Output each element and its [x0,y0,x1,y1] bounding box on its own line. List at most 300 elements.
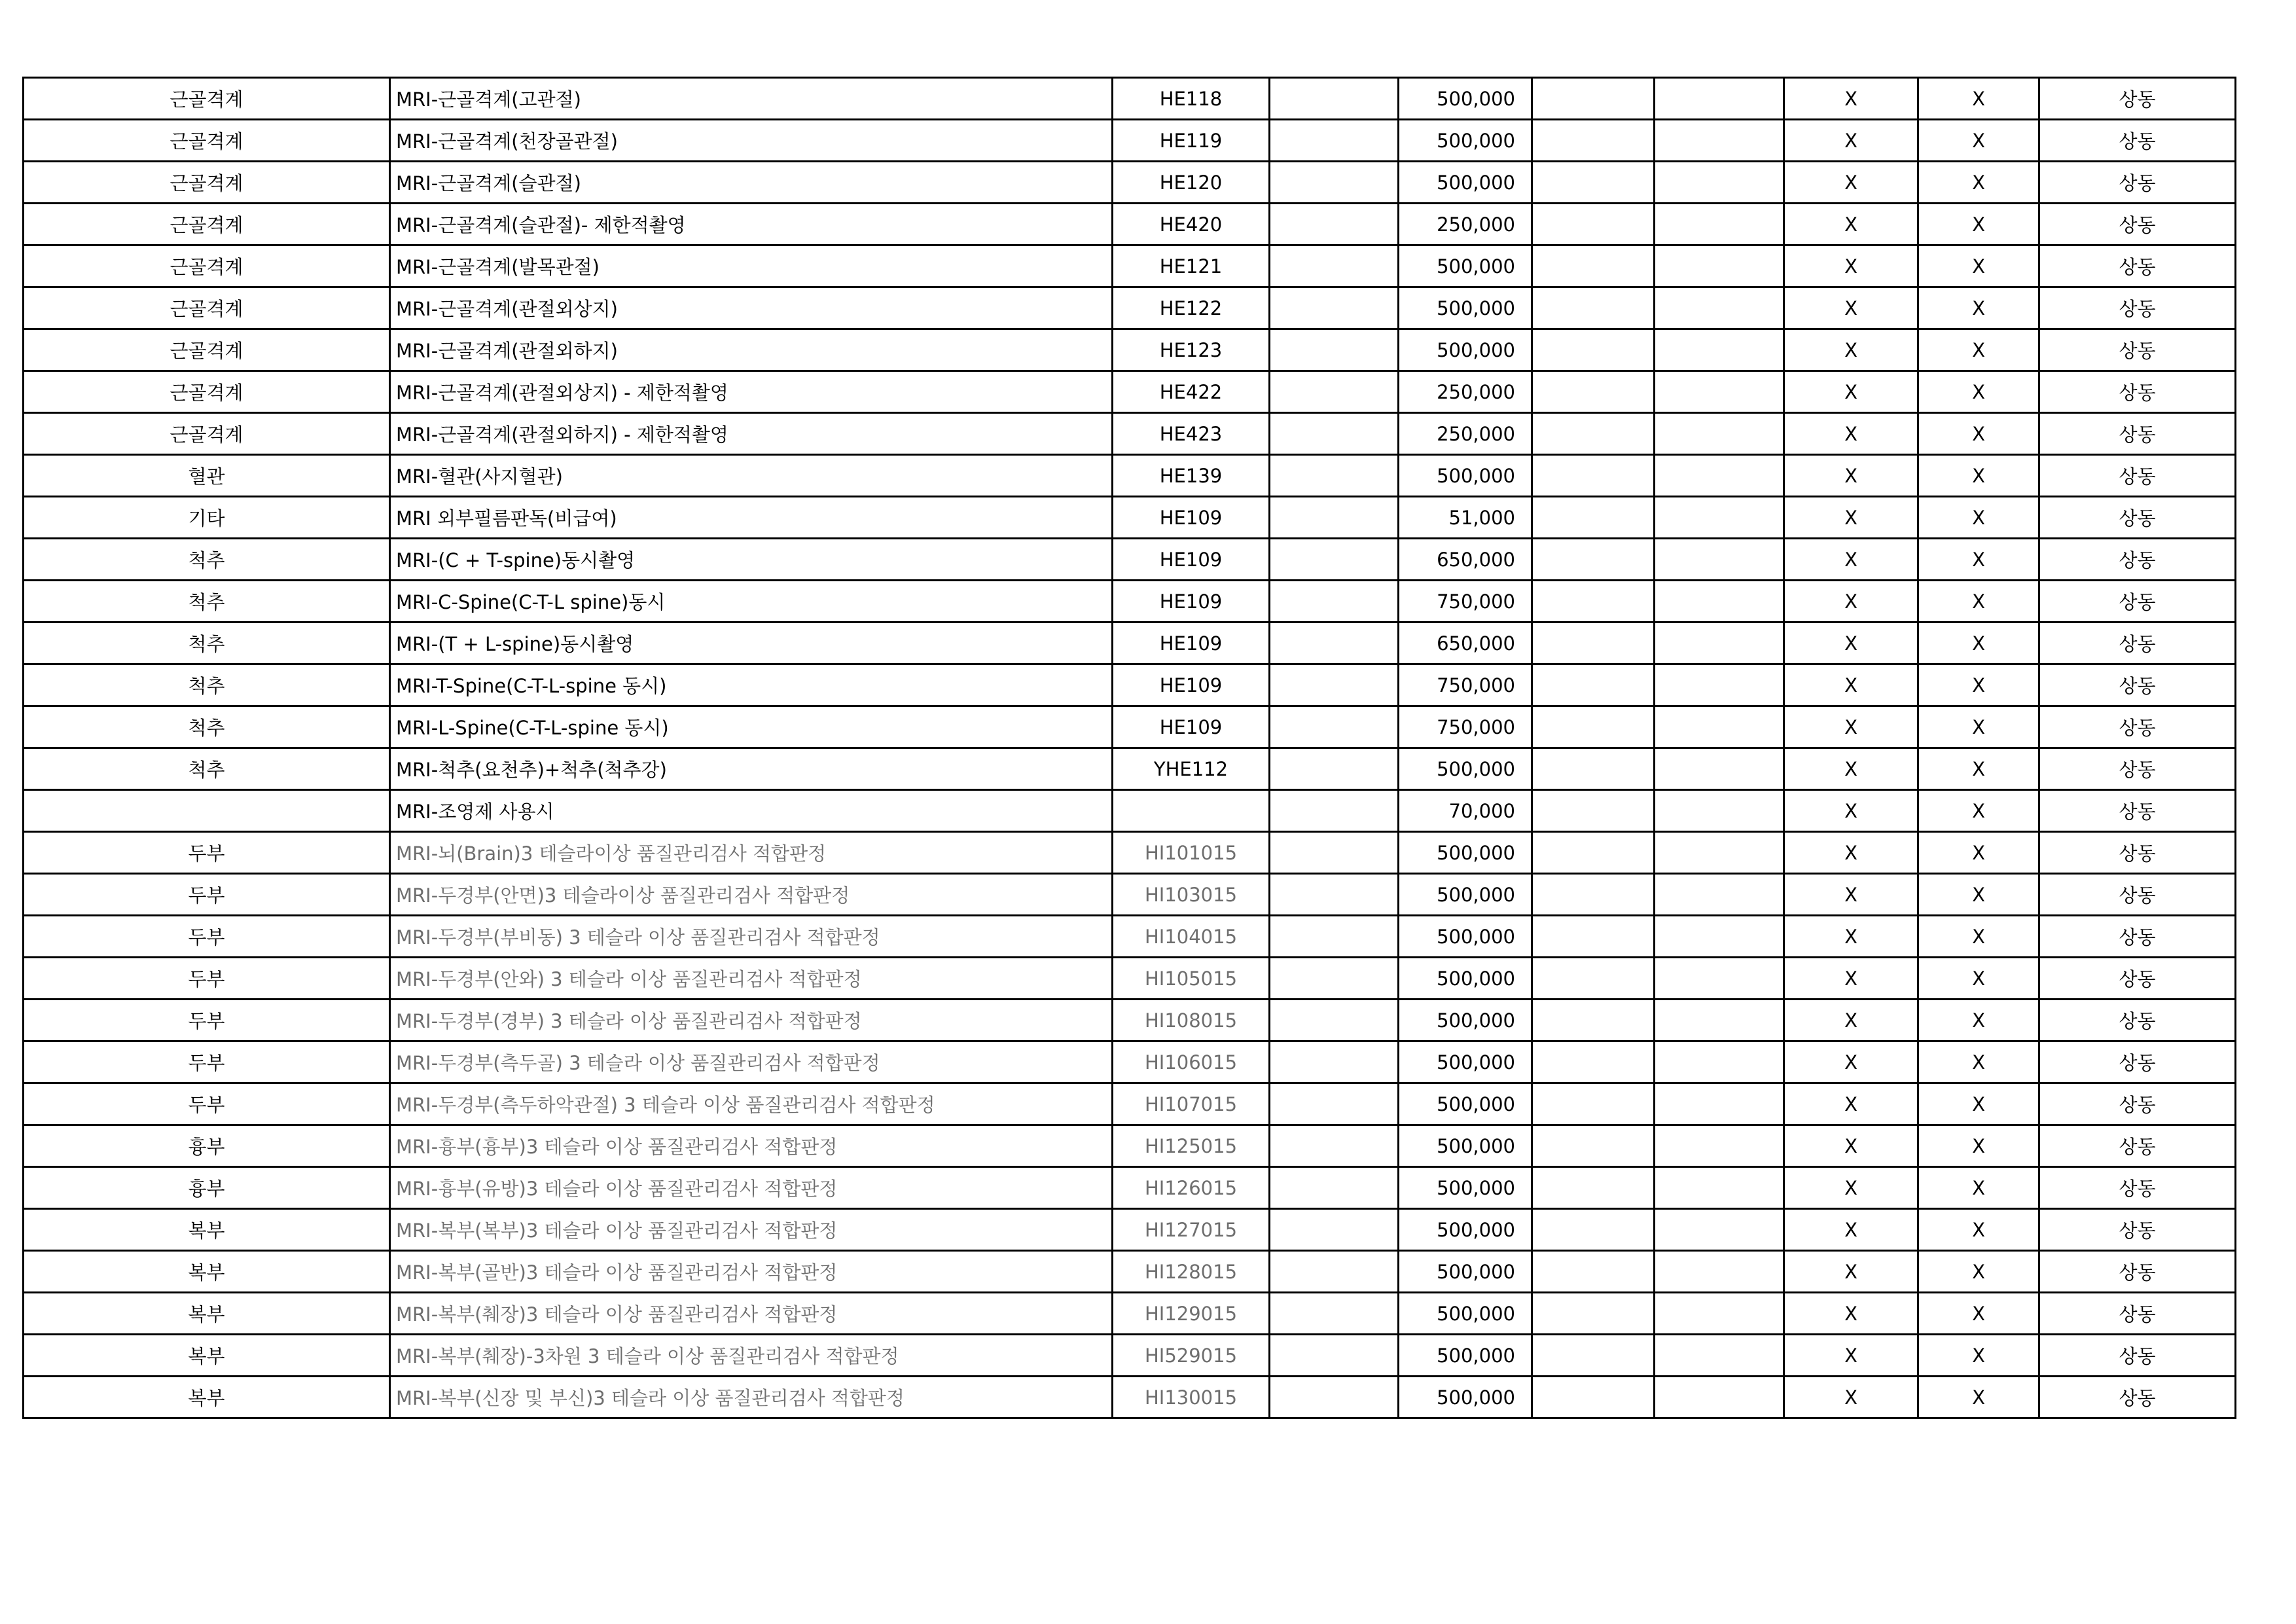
category-cell: 척추 [24,664,390,706]
empty-cell-4 [1270,958,1399,1000]
category-cell: 척추 [24,623,390,664]
mark-cell-2: X [1918,958,2039,1000]
status-cell: 상동 [2039,1167,2236,1209]
mark-cell-1: X [1784,413,1918,455]
category-cell [24,790,390,832]
empty-cell-7 [1655,664,1784,706]
code-cell: HE119 [1113,120,1270,162]
price-cell: 500,000 [1399,1335,1532,1377]
empty-cell-6 [1532,204,1655,245]
item-name-cell: MRI-흉부(유방)3 테슬라 이상 품질관리검사 적합판정 [390,1167,1113,1209]
empty-cell-6 [1532,245,1655,287]
table-row [24,1293,2236,1335]
table-row [24,497,2236,539]
table-row [24,748,2236,790]
mark-cell-2: X [1918,1000,2039,1041]
status-cell: 상동 [2039,78,2236,120]
empty-cell-6 [1532,664,1655,706]
price-cell: 500,000 [1399,874,1532,916]
empty-cell-7 [1655,1083,1784,1125]
code-cell: HE120 [1113,162,1270,204]
code-cell: HI106015 [1113,1041,1270,1083]
table-row [24,329,2236,371]
status-cell: 상동 [2039,204,2236,245]
empty-cell-7 [1655,245,1784,287]
item-name-cell: MRI-근골격계(슬관절) [390,162,1113,204]
category-cell: 근골격계 [24,413,390,455]
code-cell: HE109 [1113,497,1270,539]
empty-cell-6 [1532,120,1655,162]
status-cell: 상동 [2039,748,2236,790]
mark-cell-1: X [1784,497,1918,539]
empty-cell-7 [1655,958,1784,1000]
empty-cell-7 [1655,874,1784,916]
item-name-cell: MRI-두경부(측두골) 3 테슬라 이상 품질관리검사 적합판정 [390,1041,1113,1083]
table-row [24,664,2236,706]
mark-cell-2: X [1918,1293,2039,1335]
empty-cell-4 [1270,1251,1399,1293]
table-row [24,874,2236,916]
status-cell: 상동 [2039,1335,2236,1377]
status-cell: 상동 [2039,1041,2236,1083]
price-cell: 500,000 [1399,1000,1532,1041]
mark-cell-2: X [1918,706,2039,748]
empty-cell-6 [1532,162,1655,204]
item-name-cell: MRI-복부(췌장)3 테슬라 이상 품질관리검사 적합판정 [390,1293,1113,1335]
mark-cell-1: X [1784,1251,1918,1293]
table-row [24,204,2236,245]
empty-cell-6 [1532,1335,1655,1377]
status-cell: 상동 [2039,581,2236,623]
empty-cell-4 [1270,371,1399,413]
code-cell: HI107015 [1113,1083,1270,1125]
empty-cell-6 [1532,78,1655,120]
price-cell: 500,000 [1399,1251,1532,1293]
empty-cell-7 [1655,916,1784,958]
empty-cell-4 [1270,664,1399,706]
empty-cell-6 [1532,1000,1655,1041]
price-cell: 500,000 [1399,245,1532,287]
status-cell: 상동 [2039,287,2236,329]
code-cell: HI125015 [1113,1125,1270,1167]
mark-cell-1: X [1784,371,1918,413]
empty-cell-6 [1532,916,1655,958]
price-cell: 500,000 [1399,78,1532,120]
category-cell: 근골격계 [24,78,390,120]
empty-cell-6 [1532,1041,1655,1083]
empty-cell-7 [1655,497,1784,539]
status-cell: 상동 [2039,497,2236,539]
category-cell: 근골격계 [24,371,390,413]
item-name-cell: MRI-두경부(안면)3 테슬라이상 품질관리검사 적합판정 [390,874,1113,916]
status-cell: 상동 [2039,371,2236,413]
price-cell: 500,000 [1399,1293,1532,1335]
empty-cell-4 [1270,1293,1399,1335]
price-cell: 500,000 [1399,120,1532,162]
item-name-cell: MRI-L-Spine(C-T-L-spine 동시) [390,706,1113,748]
code-cell: HE139 [1113,455,1270,497]
table-row [24,1335,2236,1377]
code-cell: HE118 [1113,78,1270,120]
category-cell: 근골격계 [24,245,390,287]
code-cell: HE123 [1113,329,1270,371]
status-cell: 상동 [2039,706,2236,748]
mark-cell-2: X [1918,162,2039,204]
status-cell: 상동 [2039,1251,2236,1293]
mark-cell-1: X [1784,1125,1918,1167]
empty-cell-7 [1655,1167,1784,1209]
mark-cell-2: X [1918,1251,2039,1293]
mark-cell-1: X [1784,245,1918,287]
mark-cell-2: X [1918,790,2039,832]
table-row [24,78,2236,120]
code-cell: HE122 [1113,287,1270,329]
empty-cell-7 [1655,329,1784,371]
empty-cell-4 [1270,162,1399,204]
status-cell: 상동 [2039,1083,2236,1125]
empty-cell-7 [1655,748,1784,790]
price-cell: 500,000 [1399,748,1532,790]
mark-cell-1: X [1784,1167,1918,1209]
empty-cell-7 [1655,623,1784,664]
empty-cell-7 [1655,1125,1784,1167]
mark-cell-2: X [1918,539,2039,581]
category-cell: 복부 [24,1251,390,1293]
category-cell: 근골격계 [24,120,390,162]
table-row [24,1251,2236,1293]
mark-cell-1: X [1784,623,1918,664]
empty-cell-4 [1270,539,1399,581]
status-cell: 상동 [2039,1293,2236,1335]
category-cell: 근골격계 [24,287,390,329]
empty-cell-4 [1270,1041,1399,1083]
status-cell: 상동 [2039,916,2236,958]
table-row [24,539,2236,581]
empty-cell-6 [1532,1167,1655,1209]
mark-cell-1: X [1784,1083,1918,1125]
empty-cell-7 [1655,287,1784,329]
empty-cell-4 [1270,581,1399,623]
empty-cell-4 [1270,287,1399,329]
status-cell: 상동 [2039,664,2236,706]
item-name-cell: MRI-조영제 사용시 [390,790,1113,832]
table-row [24,1377,2236,1418]
price-cell: 250,000 [1399,204,1532,245]
price-cell: 500,000 [1399,329,1532,371]
empty-cell-7 [1655,1377,1784,1418]
code-cell: HE109 [1113,706,1270,748]
price-cell: 250,000 [1399,413,1532,455]
price-cell: 70,000 [1399,790,1532,832]
status-cell: 상동 [2039,1209,2236,1251]
empty-cell-4 [1270,329,1399,371]
code-cell: HE109 [1113,581,1270,623]
price-cell: 500,000 [1399,455,1532,497]
category-cell: 두부 [24,1000,390,1041]
category-cell: 근골격계 [24,204,390,245]
status-cell: 상동 [2039,790,2236,832]
mark-cell-2: X [1918,748,2039,790]
empty-cell-7 [1655,204,1784,245]
empty-cell-4 [1270,1335,1399,1377]
table-row [24,958,2236,1000]
price-cell: 500,000 [1399,1209,1532,1251]
table-row [24,1125,2236,1167]
empty-cell-7 [1655,1041,1784,1083]
empty-cell-6 [1532,832,1655,874]
mark-cell-1: X [1784,581,1918,623]
category-cell: 흉부 [24,1167,390,1209]
empty-cell-4 [1270,623,1399,664]
category-cell: 두부 [24,916,390,958]
empty-cell-4 [1270,1125,1399,1167]
mark-cell-1: X [1784,1041,1918,1083]
table-row [24,120,2236,162]
empty-cell-4 [1270,204,1399,245]
code-cell: HE423 [1113,413,1270,455]
empty-cell-4 [1270,916,1399,958]
category-cell: 척추 [24,706,390,748]
price-cell: 500,000 [1399,1167,1532,1209]
empty-cell-7 [1655,120,1784,162]
empty-cell-7 [1655,455,1784,497]
empty-cell-4 [1270,748,1399,790]
empty-cell-4 [1270,1209,1399,1251]
mark-cell-2: X [1918,455,2039,497]
category-cell: 근골격계 [24,329,390,371]
status-cell: 상동 [2039,958,2236,1000]
item-name-cell: MRI-(T + L-spine)동시촬영 [390,623,1113,664]
code-cell: HE420 [1113,204,1270,245]
mark-cell-1: X [1784,916,1918,958]
mark-cell-2: X [1918,1335,2039,1377]
table-row [24,371,2236,413]
item-name-cell: MRI-T-Spine(C-T-L-spine 동시) [390,664,1113,706]
mark-cell-1: X [1784,287,1918,329]
price-cell: 500,000 [1399,916,1532,958]
mark-cell-1: X [1784,790,1918,832]
category-cell: 복부 [24,1293,390,1335]
price-cell: 750,000 [1399,664,1532,706]
item-name-cell: MRI-두경부(안와) 3 테슬라 이상 품질관리검사 적합판정 [390,958,1113,1000]
item-name-cell: MRI-복부(신장 및 부신)3 테슬라 이상 품질관리검사 적합판정 [390,1377,1113,1418]
mark-cell-2: X [1918,1377,2039,1418]
empty-cell-7 [1655,1209,1784,1251]
category-cell: 두부 [24,1041,390,1083]
category-cell: 두부 [24,1083,390,1125]
mark-cell-1: X [1784,204,1918,245]
category-cell: 기타 [24,497,390,539]
mark-cell-1: X [1784,1335,1918,1377]
table-row [24,832,2236,874]
item-name-cell: MRI-근골격계(고관절) [390,78,1113,120]
category-cell: 근골격계 [24,162,390,204]
mark-cell-1: X [1784,748,1918,790]
status-cell: 상동 [2039,120,2236,162]
item-name-cell: MRI-근골격계(관절외하지) - 제한적촬영 [390,413,1113,455]
code-cell: HE109 [1113,664,1270,706]
empty-cell-4 [1270,245,1399,287]
status-cell: 상동 [2039,874,2236,916]
mark-cell-2: X [1918,413,2039,455]
empty-cell-7 [1655,162,1784,204]
item-name-cell: MRI-근골격계(관절외하지) [390,329,1113,371]
empty-cell-6 [1532,1209,1655,1251]
empty-cell-7 [1655,790,1784,832]
status-cell: 상동 [2039,1125,2236,1167]
empty-cell-7 [1655,539,1784,581]
empty-cell-4 [1270,1083,1399,1125]
code-cell: HE109 [1113,623,1270,664]
table-row [24,623,2236,664]
mark-cell-1: X [1784,1293,1918,1335]
empty-cell-4 [1270,120,1399,162]
table-row [24,455,2236,497]
category-cell: 복부 [24,1335,390,1377]
item-name-cell: MRI-복부(골반)3 테슬라 이상 품질관리검사 적합판정 [390,1251,1113,1293]
item-name-cell: MRI-두경부(측두하악관절) 3 테슬라 이상 품질관리검사 적합판정 [390,1083,1113,1125]
code-cell: HI128015 [1113,1251,1270,1293]
empty-cell-6 [1532,790,1655,832]
status-cell: 상동 [2039,832,2236,874]
mark-cell-2: X [1918,1209,2039,1251]
empty-cell-4 [1270,1377,1399,1418]
item-name-cell: MRI-근골격계(관절외상지) [390,287,1113,329]
code-cell: HE422 [1113,371,1270,413]
empty-cell-6 [1532,958,1655,1000]
empty-cell-6 [1532,371,1655,413]
category-cell: 두부 [24,832,390,874]
mark-cell-2: X [1918,664,2039,706]
mark-cell-1: X [1784,664,1918,706]
category-cell: 척추 [24,539,390,581]
table-row [24,581,2236,623]
code-cell: HI127015 [1113,1209,1270,1251]
status-cell: 상동 [2039,539,2236,581]
item-name-cell: MRI-근골격계(천장골관절) [390,120,1113,162]
item-name-cell: MRI-척추(요천추)+척추(척추강) [390,748,1113,790]
price-cell: 500,000 [1399,162,1532,204]
empty-cell-4 [1270,790,1399,832]
empty-cell-6 [1532,329,1655,371]
item-name-cell: MRI-복부(췌장)-3차원 3 테슬라 이상 품질관리검사 적합판정 [390,1335,1113,1377]
category-cell: 두부 [24,874,390,916]
table-row [24,706,2236,748]
mark-cell-2: X [1918,1125,2039,1167]
price-cell: 750,000 [1399,706,1532,748]
code-cell: HI108015 [1113,1000,1270,1041]
category-cell: 혈관 [24,455,390,497]
mark-cell-1: X [1784,1209,1918,1251]
status-cell: 상동 [2039,1377,2236,1418]
empty-cell-4 [1270,413,1399,455]
price-cell: 51,000 [1399,497,1532,539]
empty-cell-6 [1532,1251,1655,1293]
price-cell: 650,000 [1399,623,1532,664]
table-row [24,1041,2236,1083]
mark-cell-1: X [1784,455,1918,497]
table-row [24,413,2236,455]
mark-cell-1: X [1784,162,1918,204]
item-name-cell: MRI-뇌(Brain)3 테슬라이상 품질관리검사 적합판정 [390,832,1113,874]
code-cell: HI101015 [1113,832,1270,874]
table-row [24,162,2236,204]
item-name-cell: MRI-두경부(경부) 3 테슬라 이상 품질관리검사 적합판정 [390,1000,1113,1041]
code-cell: HE109 [1113,539,1270,581]
item-name-cell: MRI-흉부(흉부)3 테슬라 이상 품질관리검사 적합판정 [390,1125,1113,1167]
price-cell: 500,000 [1399,1083,1532,1125]
empty-cell-6 [1532,1125,1655,1167]
empty-cell-6 [1532,1377,1655,1418]
status-cell: 상동 [2039,413,2236,455]
empty-cell-4 [1270,706,1399,748]
mark-cell-2: X [1918,832,2039,874]
mark-cell-2: X [1918,120,2039,162]
empty-cell-4 [1270,455,1399,497]
mark-cell-2: X [1918,1167,2039,1209]
item-name-cell: MRI 외부필름판독(비급여) [390,497,1113,539]
mark-cell-2: X [1918,623,2039,664]
empty-cell-7 [1655,413,1784,455]
empty-cell-7 [1655,78,1784,120]
mark-cell-2: X [1918,245,2039,287]
mark-cell-2: X [1918,1041,2039,1083]
price-cell: 500,000 [1399,1377,1532,1418]
empty-cell-7 [1655,1293,1784,1335]
empty-cell-6 [1532,1083,1655,1125]
price-cell: 500,000 [1399,1125,1532,1167]
empty-cell-4 [1270,78,1399,120]
table-row [24,245,2236,287]
code-cell: HI529015 [1113,1335,1270,1377]
mark-cell-1: X [1784,706,1918,748]
status-cell: 상동 [2039,455,2236,497]
category-cell: 복부 [24,1209,390,1251]
code-cell [1113,790,1270,832]
code-cell: HI130015 [1113,1377,1270,1418]
empty-cell-6 [1532,539,1655,581]
item-name-cell: MRI-혈관(사지혈관) [390,455,1113,497]
price-cell: 500,000 [1399,1041,1532,1083]
category-cell: 복부 [24,1377,390,1418]
table-row [24,916,2236,958]
mark-cell-1: X [1784,539,1918,581]
mark-cell-1: X [1784,1377,1918,1418]
item-name-cell: MRI-복부(복부)3 테슬라 이상 품질관리검사 적합판정 [390,1209,1113,1251]
mark-cell-2: X [1918,287,2039,329]
mark-cell-1: X [1784,1000,1918,1041]
empty-cell-6 [1532,874,1655,916]
mark-cell-1: X [1784,78,1918,120]
empty-cell-7 [1655,1251,1784,1293]
empty-cell-7 [1655,832,1784,874]
empty-cell-6 [1532,1293,1655,1335]
item-name-cell: MRI-근골격계(슬관절)- 제한적촬영 [390,204,1113,245]
item-name-cell: MRI-C-Spine(C-T-L spine)동시 [390,581,1113,623]
item-name-cell: MRI-근골격계(관절외상지) - 제한적촬영 [390,371,1113,413]
status-cell: 상동 [2039,245,2236,287]
empty-cell-6 [1532,706,1655,748]
empty-cell-6 [1532,581,1655,623]
status-cell: 상동 [2039,329,2236,371]
table-body [24,78,2236,1418]
item-name-cell: MRI-근골격계(발목관절) [390,245,1113,287]
table-row [24,1209,2236,1251]
mark-cell-2: X [1918,916,2039,958]
empty-cell-6 [1532,748,1655,790]
status-cell: 상동 [2039,1000,2236,1041]
status-cell: 상동 [2039,623,2236,664]
